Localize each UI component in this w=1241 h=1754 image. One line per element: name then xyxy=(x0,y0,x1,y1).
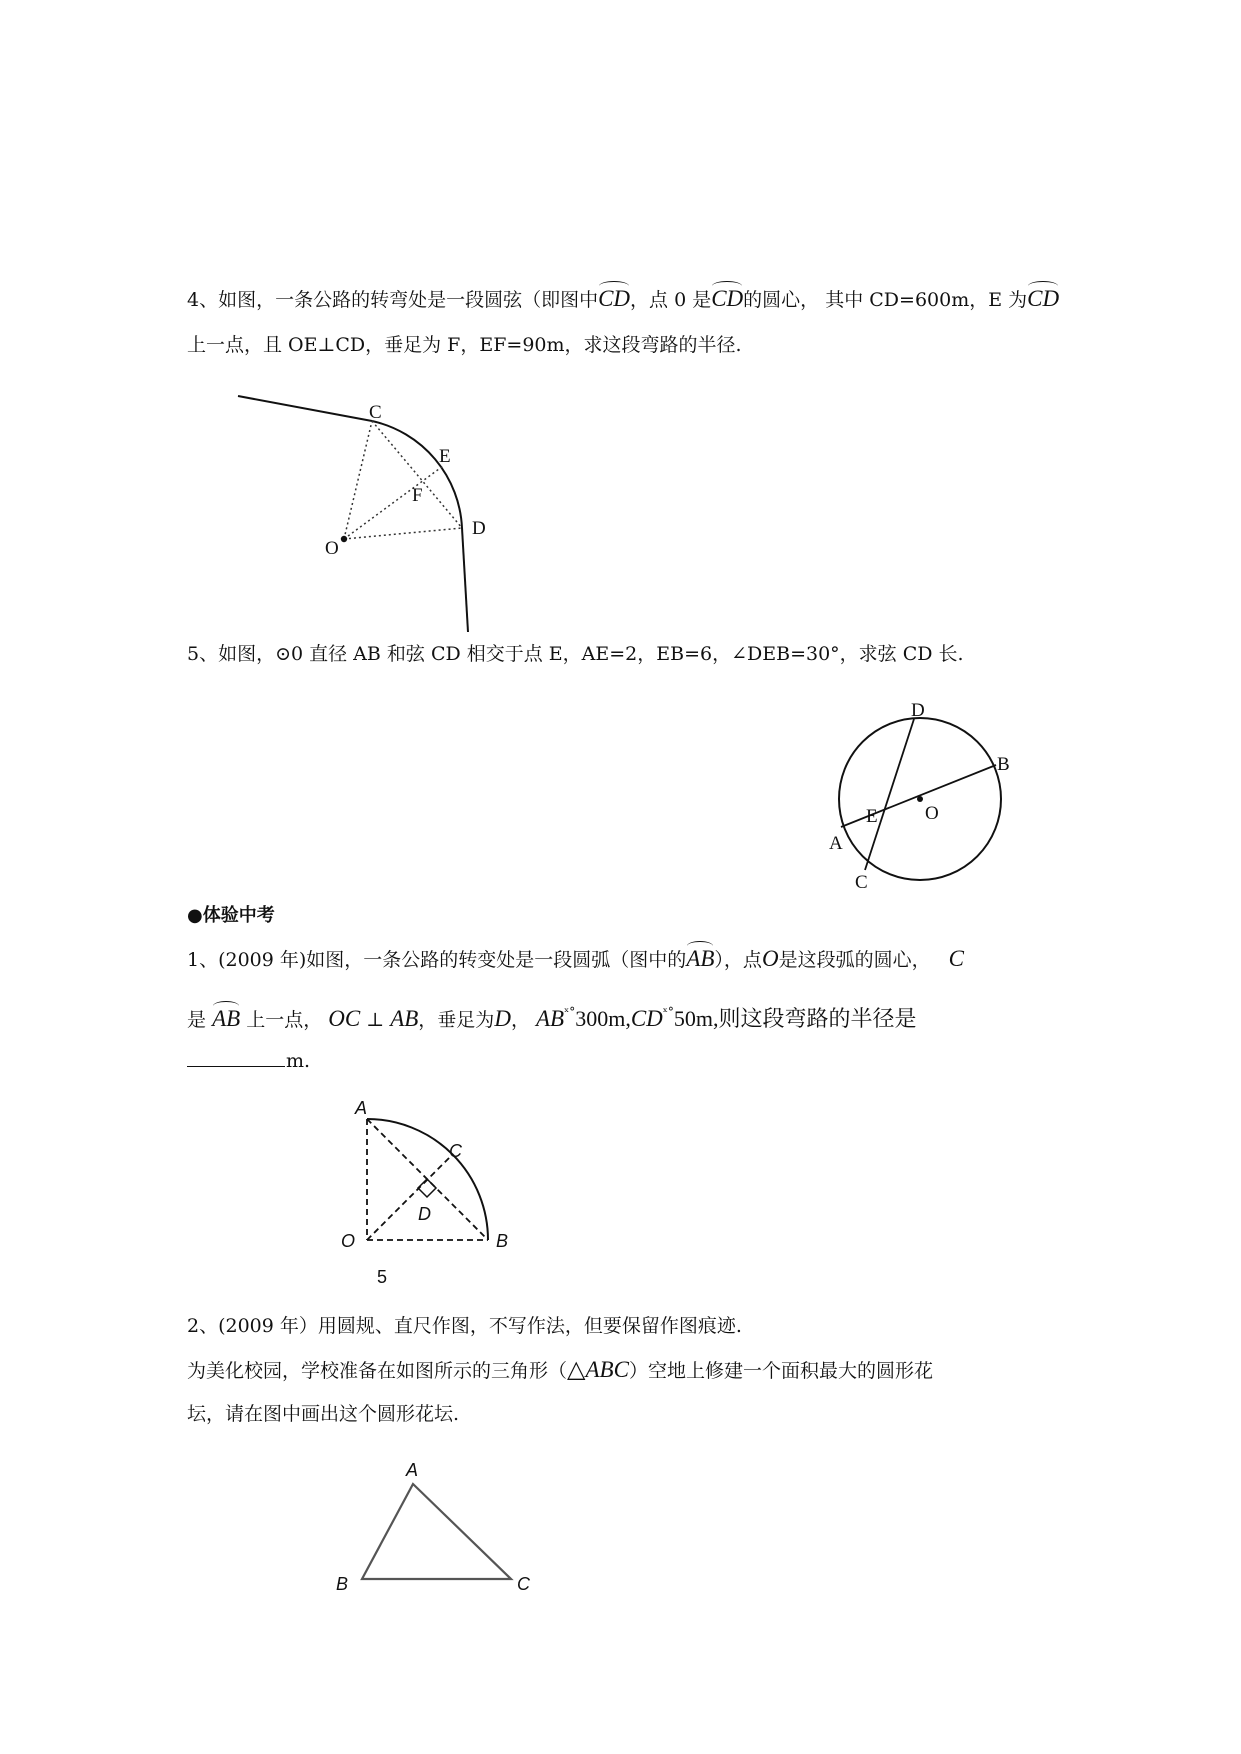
segment-oc xyxy=(367,1155,452,1240)
arc-cd-label-1: CD xyxy=(598,286,631,311)
label-e: E xyxy=(439,446,451,467)
segment-oc xyxy=(344,421,372,539)
arc-cd-label-2: CD xyxy=(711,286,744,311)
segment-ab-label-2: AB xyxy=(536,1006,565,1031)
label-f: F xyxy=(412,485,423,506)
garbled-equals-glyph: ˣ° xyxy=(564,1005,576,1019)
exam-2-text-a: 为美化校园，学校准备在如图所示的三角形（ xyxy=(187,1360,568,1382)
label-c: C xyxy=(855,872,868,893)
label-c: C xyxy=(369,402,382,423)
arc-ab-label-2: AB xyxy=(212,1006,241,1031)
diameter-ab xyxy=(841,765,996,827)
label-d: D xyxy=(418,1204,431,1224)
label-b: B xyxy=(496,1231,509,1251)
problem-4-text-3: 的圆心， 其中 CD=600m，E 为 xyxy=(743,289,1028,311)
segment-cd-label: CD xyxy=(630,1006,663,1031)
road-straight-top xyxy=(238,396,372,421)
right-angle-mark xyxy=(418,1179,436,1197)
segment-ab-label: AB xyxy=(390,1006,419,1031)
label-a: A xyxy=(406,1460,419,1480)
label-a: A xyxy=(355,1098,368,1118)
label-o: O xyxy=(925,803,939,824)
exam-1-line-2-a: 是 xyxy=(187,1009,207,1031)
exam-1-line-2-e: 300m, xyxy=(575,1006,631,1031)
chord-cd xyxy=(865,719,914,870)
label-b: B xyxy=(336,1574,349,1594)
label-c: C xyxy=(449,1141,462,1161)
perp-symbol: ⊥ xyxy=(360,1009,391,1031)
triangle-abc-label: ABC xyxy=(585,1357,629,1382)
exam-2-text-b: ）空地上修建一个面积最大的圆形花 xyxy=(628,1360,933,1382)
arc-cd-label-3: CD xyxy=(1027,286,1060,311)
figure-number: 5 xyxy=(377,1267,388,1287)
road-bend-figure xyxy=(238,396,486,632)
exam-1-line-2-f: 50m,则这段弯路的半径是 xyxy=(673,1006,917,1031)
label-b: B xyxy=(997,754,1010,775)
road-straight-bottom xyxy=(462,528,468,632)
label-o: O xyxy=(325,538,339,559)
triangle-symbol: △ xyxy=(567,1355,586,1383)
exam-2-line-3: 坛，请在图中画出这个圆形花坛. xyxy=(187,1403,460,1425)
label-e: E xyxy=(866,806,878,827)
quarter-arc-figure xyxy=(341,1098,508,1287)
segment-oe xyxy=(344,466,443,539)
label-o: O xyxy=(341,1231,356,1251)
triangle-figure xyxy=(336,1460,531,1594)
center-point-o xyxy=(917,796,923,802)
arc-ab-label: AB xyxy=(686,946,715,971)
circle-figure xyxy=(829,700,1010,893)
label-c: C xyxy=(517,1574,530,1594)
exam-1-unit: m. xyxy=(286,1050,311,1072)
section-heading: ●体验中考 xyxy=(187,905,275,926)
exam-1-line-2-b: 上一点， xyxy=(246,1009,323,1031)
point-d-label: D xyxy=(494,1006,511,1031)
problem-4-text-2: ，点 0 是 xyxy=(630,289,712,311)
problem-4-line-2: 上一点，且 OE⊥CD，垂足为 F，EF=90m，求这段弯路的半径. xyxy=(187,334,742,356)
exam-1-text-2: ），点 xyxy=(714,949,762,971)
triangle-abc xyxy=(362,1484,511,1579)
exam-1-text-1: 1、(2009 年)如图，一条公路的转变处是一段圆弧（图中的 xyxy=(187,949,687,971)
segment-oc-label: OC xyxy=(328,1006,361,1031)
exam-1-line-2-d: ， xyxy=(510,1009,530,1031)
center-point-o xyxy=(341,536,347,542)
exam-2-line-1: 2、(2009 年）用圆规、直尺作图，不写作法，但要保留作图痕迹. xyxy=(187,1315,742,1337)
label-d: D xyxy=(472,518,486,539)
garbled-equals-glyph-2: ˣ° xyxy=(662,1005,674,1019)
segment-od xyxy=(344,528,462,539)
problem-5-text: 5、如图，⊙0 直径 AB 和弦 CD 相交于点 E，AE=2，EB=6，∠DEB=30°，求弦 CD 长. xyxy=(187,643,964,665)
problem-4-text-1: 4、如图，一条公路的转弯处是一段圆弦（即图中 xyxy=(187,289,599,311)
chord-cd xyxy=(372,421,462,528)
point-o-label: O xyxy=(761,946,779,971)
exam-1-line-2-c: ，垂足为 xyxy=(418,1009,495,1031)
label-d: D xyxy=(911,700,925,721)
point-c-label: C xyxy=(948,946,964,971)
exam-1-text-3: 是这段弧的圆心， xyxy=(778,949,931,971)
label-a: A xyxy=(829,833,843,854)
